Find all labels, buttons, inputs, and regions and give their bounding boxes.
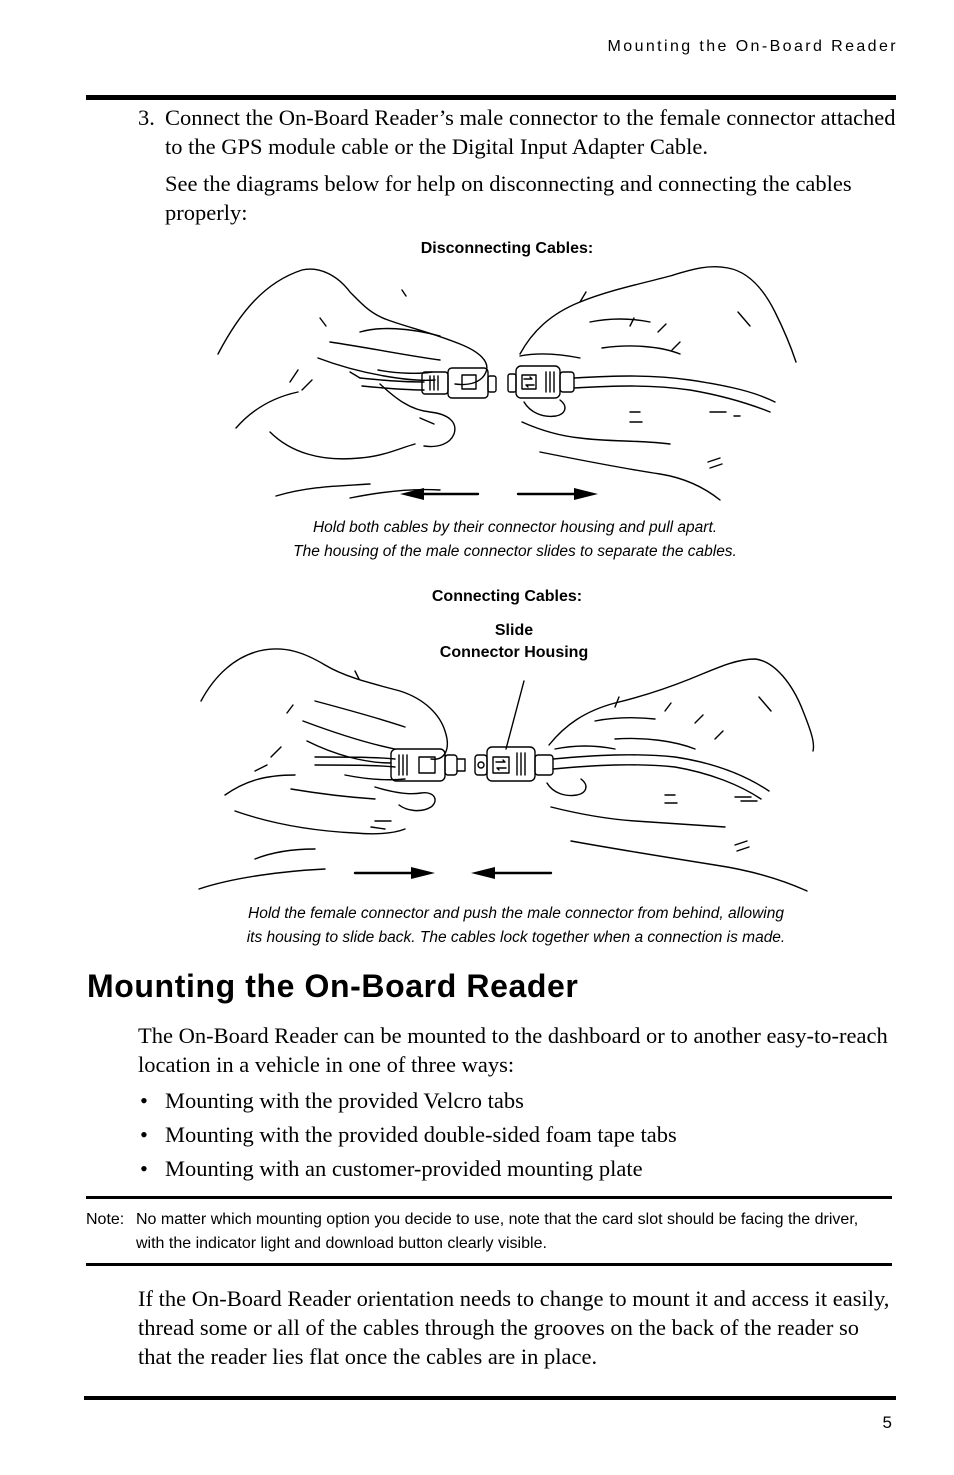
list-item-text: Mounting with the provided double-sided foam tape tabs	[165, 1122, 677, 1147]
step-instruction: Connect the On-Board Reader’s male connector to the female connector attached to the GPS module cable or the Digital Input Adapter Cable.	[165, 105, 896, 159]
left-hand-illustration	[218, 269, 487, 498]
note-label: Note:	[86, 1211, 125, 1228]
callout-leader-line	[506, 681, 524, 749]
note-text: No matter which mounting option you decide to use, note that the card slot should be facing the driver, with the indicator light and download button clearly visible.	[136, 1211, 859, 1252]
step-3	[138, 103, 898, 235]
list-item	[138, 1086, 898, 1115]
cable-right	[574, 376, 775, 412]
note-box	[86, 1208, 876, 1256]
header-rule	[86, 95, 896, 100]
footer-rule	[84, 1396, 896, 1400]
cable-right	[553, 755, 769, 799]
note-bottom-rule	[86, 1263, 892, 1266]
connect-illustration	[195, 645, 815, 895]
disconnect-caption	[230, 516, 800, 564]
section-intro: The On-Board Reader can be mounted to the dashboard or to another easy-to-reach location in a vehicle in one of three ways:	[138, 1023, 888, 1077]
callout-line-2: Connector Housing	[439, 644, 589, 661]
list-item-text: Mounting with the provided Velcro tabs	[165, 1088, 524, 1113]
male-connector	[475, 747, 553, 781]
connect-caption	[211, 902, 821, 950]
left-hand-illustration	[199, 649, 447, 889]
connect-figure-title: Connecting Cables:	[431, 588, 583, 605]
connect-caption-line-2: its housing to slide back. The cables lock together when a connection is made.	[246, 929, 786, 946]
right-hand-illustration	[547, 659, 814, 891]
female-connector	[391, 749, 465, 781]
bullet-marker: •	[140, 1088, 148, 1113]
list-item	[138, 1120, 898, 1149]
running-header: Mounting the On-Board Reader	[607, 38, 898, 55]
push-together-arrows	[355, 867, 551, 879]
list-item	[138, 1154, 898, 1183]
page-number: 5	[882, 1413, 892, 1432]
note-top-rule	[86, 1196, 892, 1199]
section-title: Mounting the On-Board Reader	[87, 968, 579, 1004]
step-note: See the diagrams below for help on disconnecting and connecting the cables properly:	[165, 171, 852, 225]
connect-caption-line-1: Hold the female connector and push the male connector from behind, allowing	[248, 905, 784, 922]
disconnect-caption-line-1: Hold both cables by their connector housing and pull apart.	[312, 519, 718, 536]
right-hand-illustration	[520, 267, 796, 500]
disconnect-figure-title: Disconnecting Cables:	[420, 240, 594, 257]
female-connector	[422, 368, 496, 398]
bullet-marker: •	[140, 1156, 148, 1181]
disconnect-illustration	[210, 262, 800, 512]
disconnect-caption-line-2: The housing of the male connector slides to separate the cables.	[293, 543, 737, 560]
mounting-options-list	[138, 1086, 898, 1188]
step-number: 3.	[138, 105, 155, 130]
callout-line-1: Slide	[494, 622, 534, 639]
closing-paragraph: If the On-Board Reader orientation needs to change to mount it and access it easily, thread some or all of the cables through the grooves on the back of the reader so that the reader lies flat once the cables are in place.	[138, 1286, 890, 1369]
male-connector	[508, 366, 574, 398]
bullet-marker: •	[140, 1122, 148, 1147]
list-item-text: Mounting with an customer-provided mounting plate	[165, 1156, 643, 1181]
